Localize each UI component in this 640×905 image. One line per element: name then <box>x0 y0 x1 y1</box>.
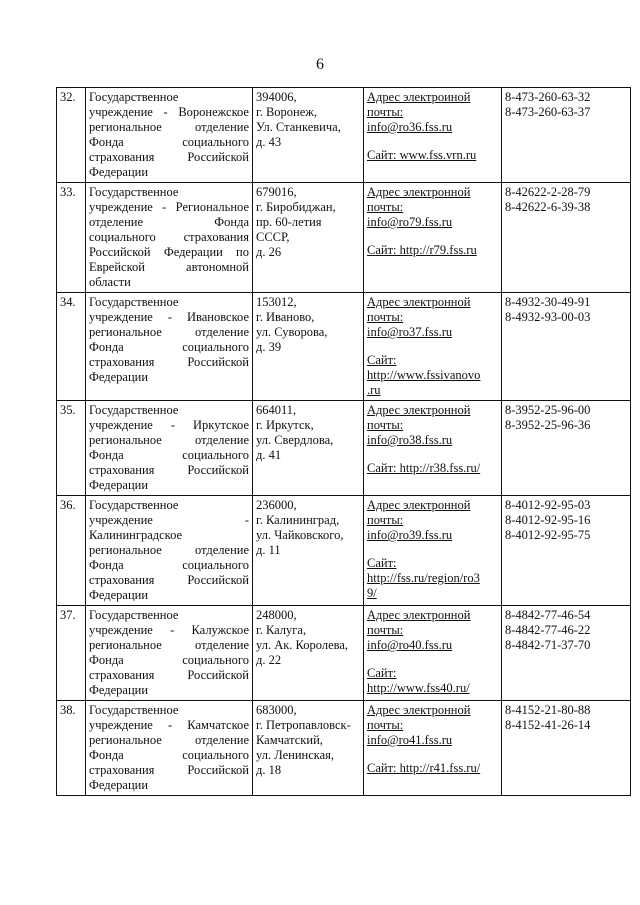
organization-name <box>86 496 253 606</box>
postal-address-line: ул. Ак. Королева, <box>256 638 349 652</box>
postal-address-line: ул. Суворова, <box>256 325 328 339</box>
website-link[interactable]: http://www.fssivanovo <box>367 368 481 382</box>
phone-numbers <box>502 496 631 606</box>
phone-number: 8-473-260-63-37 <box>505 105 591 119</box>
organization-name <box>86 183 253 293</box>
table-row <box>57 606 631 701</box>
organization-name-line: региональное отделение <box>89 638 249 652</box>
row-number: 38. <box>57 701 86 796</box>
contacts-online <box>364 606 502 701</box>
organization-name-line: Еврейской автономной <box>89 260 249 274</box>
email-link[interactable]: info@ro79.fss.ru <box>367 215 453 229</box>
contacts-online <box>364 88 502 183</box>
phone-number: 8-4152-41-26-14 <box>505 718 591 732</box>
organization-name-line: Государственное <box>89 90 179 104</box>
email-link[interactable]: info@ro36.fss.ru <box>367 120 453 134</box>
website-link[interactable]: Сайт: <box>367 556 397 570</box>
website-link[interactable]: 9/ <box>367 586 377 600</box>
email-label: Адрес электронной <box>367 498 471 512</box>
spacer <box>367 543 498 556</box>
organization-name-line: страхования Российской <box>89 573 249 587</box>
organization-name-line: учреждение - <box>89 513 249 527</box>
table-row <box>57 496 631 606</box>
postal-address-line: 664011, <box>256 403 297 417</box>
phone-numbers <box>502 701 631 796</box>
organization-name-line: отделение Фонда <box>89 215 249 229</box>
contacts-online <box>364 701 502 796</box>
website-link[interactable]: http://fss.ru/region/ro3 <box>367 571 480 585</box>
organization-name-line: страхования Российской <box>89 763 249 777</box>
phone-number: 8-4012-92-95-75 <box>505 528 591 542</box>
email-link[interactable]: info@ro39.fss.ru <box>367 528 453 542</box>
postal-address-line: г. Биробиджан, <box>256 200 336 214</box>
organization-name-line: страхования Российской <box>89 355 249 369</box>
organization-name-line: Федерации <box>89 683 149 697</box>
postal-address-line: д. 26 <box>256 245 282 259</box>
phone-number: 8-4012-92-95-03 <box>505 498 591 512</box>
organization-name-line: региональное отделение <box>89 120 249 134</box>
organization-name-line: учреждение - Камчатское <box>89 718 249 732</box>
organization-name-line: Государственное <box>89 498 179 512</box>
postal-address-line: г. Воронеж, <box>256 105 318 119</box>
table-row <box>57 293 631 401</box>
postal-address <box>253 183 364 293</box>
website-link[interactable]: .ru <box>367 383 381 397</box>
organization-name-line: Калининградское <box>89 528 183 542</box>
organization-name-line: региональное отделение <box>89 543 249 557</box>
phone-number: 8-42622-2-28-79 <box>505 185 591 199</box>
contacts-online <box>364 401 502 496</box>
email-label: почты: <box>367 513 404 527</box>
organization-name <box>86 606 253 701</box>
email-label: почты: <box>367 718 404 732</box>
website-link[interactable]: http://www.fss40.ru/ <box>367 681 470 695</box>
organization-name <box>86 701 253 796</box>
organization-name-line: Федерации <box>89 370 149 384</box>
postal-address <box>253 606 364 701</box>
postal-address-line: 248000, <box>256 608 297 622</box>
organization-name <box>86 88 253 183</box>
organization-name-line: Фонда социального <box>89 558 249 572</box>
postal-address-line: 683000, <box>256 703 297 717</box>
postal-address-line: 394006, <box>256 90 297 104</box>
email-link[interactable]: info@ro37.fss.ru <box>367 325 453 339</box>
postal-address-line: д. 11 <box>256 543 281 557</box>
email-label: почты: <box>367 105 404 119</box>
postal-address-line: д. 39 <box>256 340 282 354</box>
organization-name <box>86 293 253 401</box>
postal-address <box>253 496 364 606</box>
postal-address-line: Ул. Станкевича, <box>256 120 341 134</box>
row-number: 35. <box>57 401 86 496</box>
email-link[interactable]: info@ro41.fss.ru <box>367 733 453 747</box>
phone-numbers <box>502 293 631 401</box>
organization-name-line: Российской Федерации по <box>89 245 249 259</box>
email-label: Адрес электронной <box>367 403 471 417</box>
organization-name-line: страхования Российской <box>89 150 249 164</box>
postal-address-line: 679016, <box>256 185 297 199</box>
website-link[interactable]: Сайт: http://r38.fss.ru/ <box>367 461 481 475</box>
organization-name-line: Государственное <box>89 703 179 717</box>
email-link[interactable]: info@ro40.fss.ru <box>367 638 453 652</box>
postal-address-line: д. 22 <box>256 653 282 667</box>
postal-address-line: г. Петропавловск- <box>256 718 351 732</box>
contacts-online <box>364 496 502 606</box>
organization-name-line: страхования Российской <box>89 668 249 682</box>
organization-name-line: региональное отделение <box>89 733 249 747</box>
postal-address-line: 153012, <box>256 295 297 309</box>
organization-name-line: региональное отделение <box>89 325 249 339</box>
postal-address-line: ул. Свердлова, <box>256 433 334 447</box>
postal-address-line: г. Иркутск, <box>256 418 314 432</box>
postal-address-line: Камчатский, <box>256 733 323 747</box>
email-label: Адрес электронной <box>367 703 471 717</box>
fss-offices-table <box>56 87 631 796</box>
page-number: 6 <box>316 56 324 73</box>
postal-address-line: пр. 60-летия <box>256 215 322 229</box>
table-row <box>57 183 631 293</box>
organization-name-line: Федерации <box>89 778 149 792</box>
website-link[interactable]: Сайт: http://r41.fss.ru/ <box>367 761 481 775</box>
organization-name-line: Фонда социального <box>89 653 249 667</box>
website-link[interactable]: Сайт: <box>367 353 397 367</box>
phone-number: 8-4932-93-00-03 <box>505 310 591 324</box>
postal-address-line: СССР, <box>256 230 290 244</box>
organization-name-line: Фонда социального <box>89 448 249 462</box>
postal-address-line: г. Калининград, <box>256 513 340 527</box>
organization-name <box>86 401 253 496</box>
organization-name-line: учреждение - Калужское <box>89 623 249 637</box>
postal-address <box>253 401 364 496</box>
website-link[interactable]: Сайт: www.fss.vrn.ru <box>367 148 477 162</box>
email-label: почты: <box>367 623 404 637</box>
postal-address-line: 236000, <box>256 498 297 512</box>
postal-address <box>253 88 364 183</box>
spacer <box>367 135 498 148</box>
postal-address-line: д. 18 <box>256 763 282 777</box>
organization-name-line: Государственное <box>89 608 179 622</box>
phone-number: 8-4842-71-37-70 <box>505 638 591 652</box>
postal-address-line: г. Иваново, <box>256 310 315 324</box>
organization-name-line: области <box>89 275 131 289</box>
organization-name-line: Государственное <box>89 295 179 309</box>
phone-numbers <box>502 88 631 183</box>
organization-name-line: социального страхования <box>89 230 249 244</box>
email-label: почты: <box>367 310 404 324</box>
phone-number: 8-473-260-63-32 <box>505 90 591 104</box>
spacer <box>367 340 498 353</box>
organization-name-line: страхования Российской <box>89 463 249 477</box>
phone-numbers <box>502 183 631 293</box>
contacts-online <box>364 293 502 401</box>
phone-number: 8-3952-25-96-00 <box>505 403 591 417</box>
row-number: 34. <box>57 293 86 401</box>
phone-number: 8-4012-92-95-16 <box>505 513 591 527</box>
organization-name-line: учреждение - Региональное <box>89 200 249 214</box>
postal-address-line: ул. Ленинская, <box>256 748 335 762</box>
website-link[interactable]: Сайт: <box>367 666 397 680</box>
table-row <box>57 88 631 183</box>
row-number: 32. <box>57 88 86 183</box>
organization-name-line: Федерации <box>89 165 149 179</box>
phone-number: 8-4842-77-46-54 <box>505 608 591 622</box>
spacer <box>367 748 498 761</box>
phone-number: 8-4842-77-46-22 <box>505 623 591 637</box>
phone-number: 8-42622-6-39-38 <box>505 200 591 214</box>
phone-number: 8-3952-25-96-36 <box>505 418 591 432</box>
spacer <box>367 448 498 461</box>
email-label: почты: <box>367 418 404 432</box>
table-row <box>57 401 631 496</box>
website-link[interactable]: Сайт: http://r79.fss.ru <box>367 243 477 257</box>
phone-numbers <box>502 606 631 701</box>
contacts-online <box>364 183 502 293</box>
table-row <box>57 701 631 796</box>
email-label: Адрес электронной <box>367 608 471 622</box>
postal-address <box>253 701 364 796</box>
phone-number: 8-4152-21-80-88 <box>505 703 591 717</box>
organization-name-line: учреждение - Иркутское <box>89 418 249 432</box>
postal-address-line: ул. Чайковского, <box>256 528 344 542</box>
email-label: почты: <box>367 200 404 214</box>
postal-address-line: д. 43 <box>256 135 282 149</box>
organization-name-line: региональное отделение <box>89 433 249 447</box>
organization-name-line: учреждение - Ивановское <box>89 310 249 324</box>
spacer <box>367 230 498 243</box>
postal-address <box>253 293 364 401</box>
postal-address-line: д. 41 <box>256 448 282 462</box>
row-number: 33. <box>57 183 86 293</box>
organization-name-line: Фонда социального <box>89 748 249 762</box>
organization-name-line: Федерации <box>89 588 149 602</box>
organization-name-line: Фонда социального <box>89 135 249 149</box>
organization-name-line: Государственное <box>89 403 179 417</box>
phone-numbers <box>502 401 631 496</box>
organization-name-line: Федерации <box>89 478 149 492</box>
email-link[interactable]: info@ro38.fss.ru <box>367 433 453 447</box>
postal-address-line: г. Калуга, <box>256 623 307 637</box>
email-label: Адрес электронной <box>367 185 471 199</box>
phone-number: 8-4932-30-49-91 <box>505 295 591 309</box>
email-label: Адрес электроиной <box>367 90 471 104</box>
organization-name-line: Фонда социального <box>89 340 249 354</box>
spacer <box>367 653 498 666</box>
organization-name-line: Государственное <box>89 185 179 199</box>
row-number: 37. <box>57 606 86 701</box>
row-number: 36. <box>57 496 86 606</box>
table-body <box>57 88 631 796</box>
organization-name-line: учреждение - Воронежское <box>89 105 249 119</box>
email-label: Адрес электронной <box>367 295 471 309</box>
